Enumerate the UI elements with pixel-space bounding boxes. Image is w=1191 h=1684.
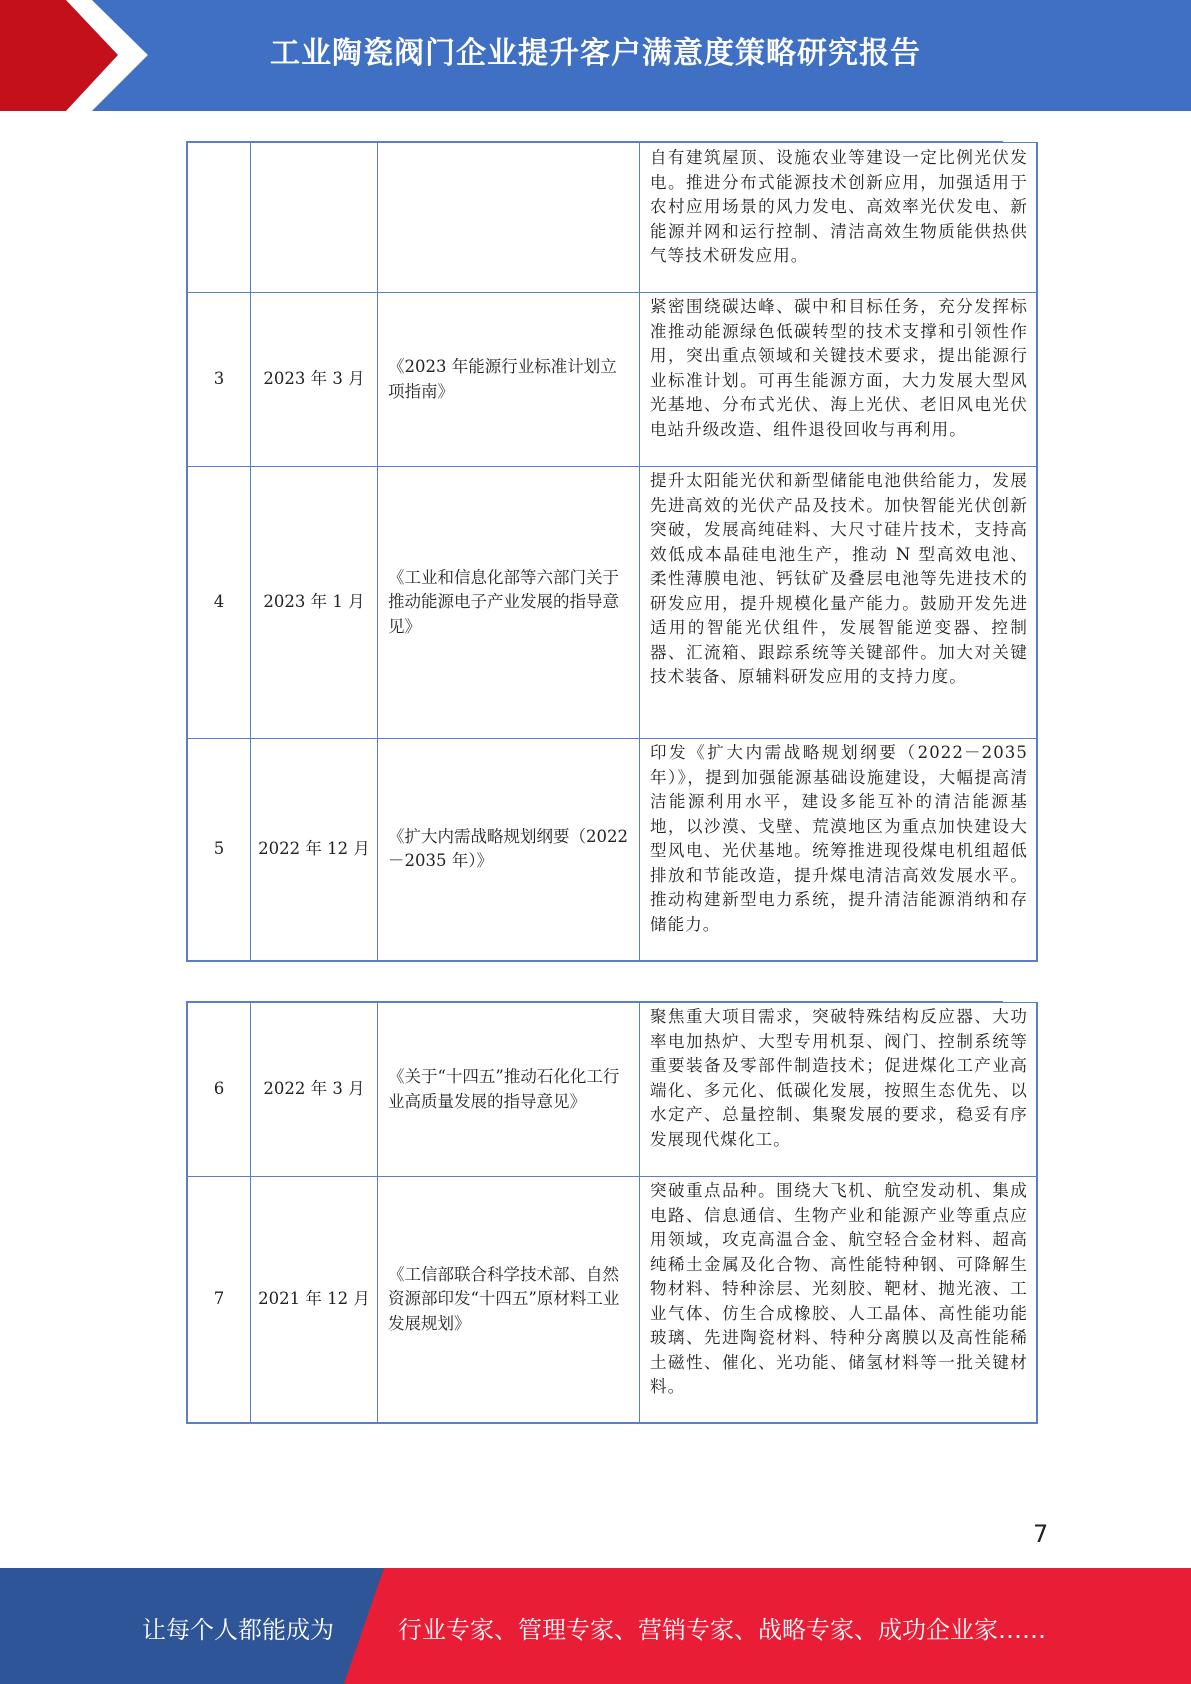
policy-table-1 [186, 142, 1038, 962]
report-title: 工业陶瓷阀门企业提升客户满意度策略研究报告 [270, 36, 921, 71]
row-date: 2022 年 3 月 [251, 1003, 378, 1177]
row-policy-content: 聚焦重大项目需求，突破特殊结构反应器、大功率电加热炉、大型专用机泵、阀门、控制系统等重要装备及零部件制造技术；促进煤化工产业高端化、多元化、低碳化发展，按照生态优先、以水定产、总量控制、集聚发展的要求，稳妥有序发展现代煤化工。 [640, 1003, 1038, 1177]
footer-slogan: 让每个人都能成为 [142, 1616, 334, 1644]
footer-roles: 行业专家、管理专家、营销专家、战略专家、成功企业家…… [398, 1616, 1046, 1644]
row-number: 5 [187, 739, 251, 961]
row-policy-title [378, 143, 640, 293]
page-footer [0, 1568, 1191, 1684]
table-row [187, 1003, 1037, 1177]
row-date: 2023 年 1 月 [251, 467, 378, 739]
table-row [187, 467, 1037, 739]
page-number: 7 [1033, 1520, 1049, 1548]
row-number: 4 [187, 467, 251, 739]
row-policy-title: 《扩大内需战略规划纲要（2022－2035 年）》 [378, 739, 640, 961]
row-policy-content: 紧密围绕碳达峰、碳中和目标任务，充分发挥标准推动能源绿色低碳转型的技术支撑和引领性作用，突出重点领域和关键技术要求，提出能源行业标准计划。可再生能源方面，大力发展大型风光基地、分布式光伏、海上光伏、老旧风电光伏电站升级改造、组件退役回收与再利用。 [640, 293, 1038, 467]
row-policy-title: 《关于“十四五”推动石化化工行业高质量发展的指导意见》 [378, 1003, 640, 1177]
row-number [187, 143, 251, 293]
row-policy-content: 印发《扩大内需战略规划纲要（2022－2035 年）》，提到加强能源基础设施建设，大幅提高清洁能源利用水平，建设多能互补的清洁能源基地，以沙漠、戈壁、荒漠地区为重点加快建设大型风电、光伏基地。统筹推进现役煤电机组超低排放和节能改造，提升煤电清洁高效发展水平。推动构建新型电力系统，提升清洁能源消纳和存储能力。 [640, 739, 1038, 961]
row-date: 2021 年 12 月 [251, 1177, 378, 1423]
row-policy-content: 自有建筑屋顶、设施农业等建设一定比例光伏发电。推进分布式能源技术创新应用，加强适用于农村应用场景的风力发电、高效率光伏发电、新能源并网和运行控制、清洁高效生物质能供热供气等技术研发应用。 [640, 143, 1038, 293]
row-number: 7 [187, 1177, 251, 1423]
row-policy-title: 《工信部联合科学技术部、自然资源部印发“十四五”原材料工业发展规划》 [378, 1177, 640, 1423]
policy-table-2 [186, 1002, 1038, 1424]
table-row [187, 1177, 1037, 1423]
table-row [187, 739, 1037, 961]
page-header [0, 0, 1191, 111]
row-date [251, 143, 378, 293]
row-number: 3 [187, 293, 251, 467]
row-date: 2023 年 3 月 [251, 293, 378, 467]
row-policy-title: 《2023 年能源行业标准计划立项指南》 [378, 293, 640, 467]
table-row [187, 143, 1037, 293]
row-policy-content: 突破重点品种。围绕大飞机、航空发动机、集成电路、信息通信、生物产业和能源产业等重点应用领域，攻克高温合金、航空轻合金材料、超高纯稀土金属及化合物、高性能特种钢、可降解生物材料、特种涂层、光刻胶、靶材、抛光液、工业气体、仿生合成橡胶、人工晶体、高性能功能玻璃、先进陶瓷材料、特种分离膜以及高性能稀土磁性、催化、光功能、储氢材料等一批关键材料。 [640, 1177, 1038, 1423]
row-date: 2022 年 12 月 [251, 739, 378, 961]
row-policy-content: 提升太阳能光伏和新型储能电池供给能力，发展先进高效的光伏产品及技术。加快智能光伏创新突破，发展高纯硅料、大尺寸硅片技术，支持高效低成本晶硅电池生产，推动 N 型高效电池、柔性薄膜电池、钙钛矿及叠层电池等先进技术的研发应用，提升规模化量产能力。鼓励开发先进适用的智能光伏组件，发展智能逆变器、控制器、汇流箱、跟踪系统等关键部件。加大对关键技术装备、原辅料研发应用的支持力度。 [640, 467, 1038, 739]
row-policy-title: 《工业和信息化部等六部门关于推动能源电子产业发展的指导意见》 [378, 467, 640, 739]
header-chevron-arrow [0, 0, 160, 111]
table-row [187, 293, 1037, 467]
row-number: 6 [187, 1003, 251, 1177]
